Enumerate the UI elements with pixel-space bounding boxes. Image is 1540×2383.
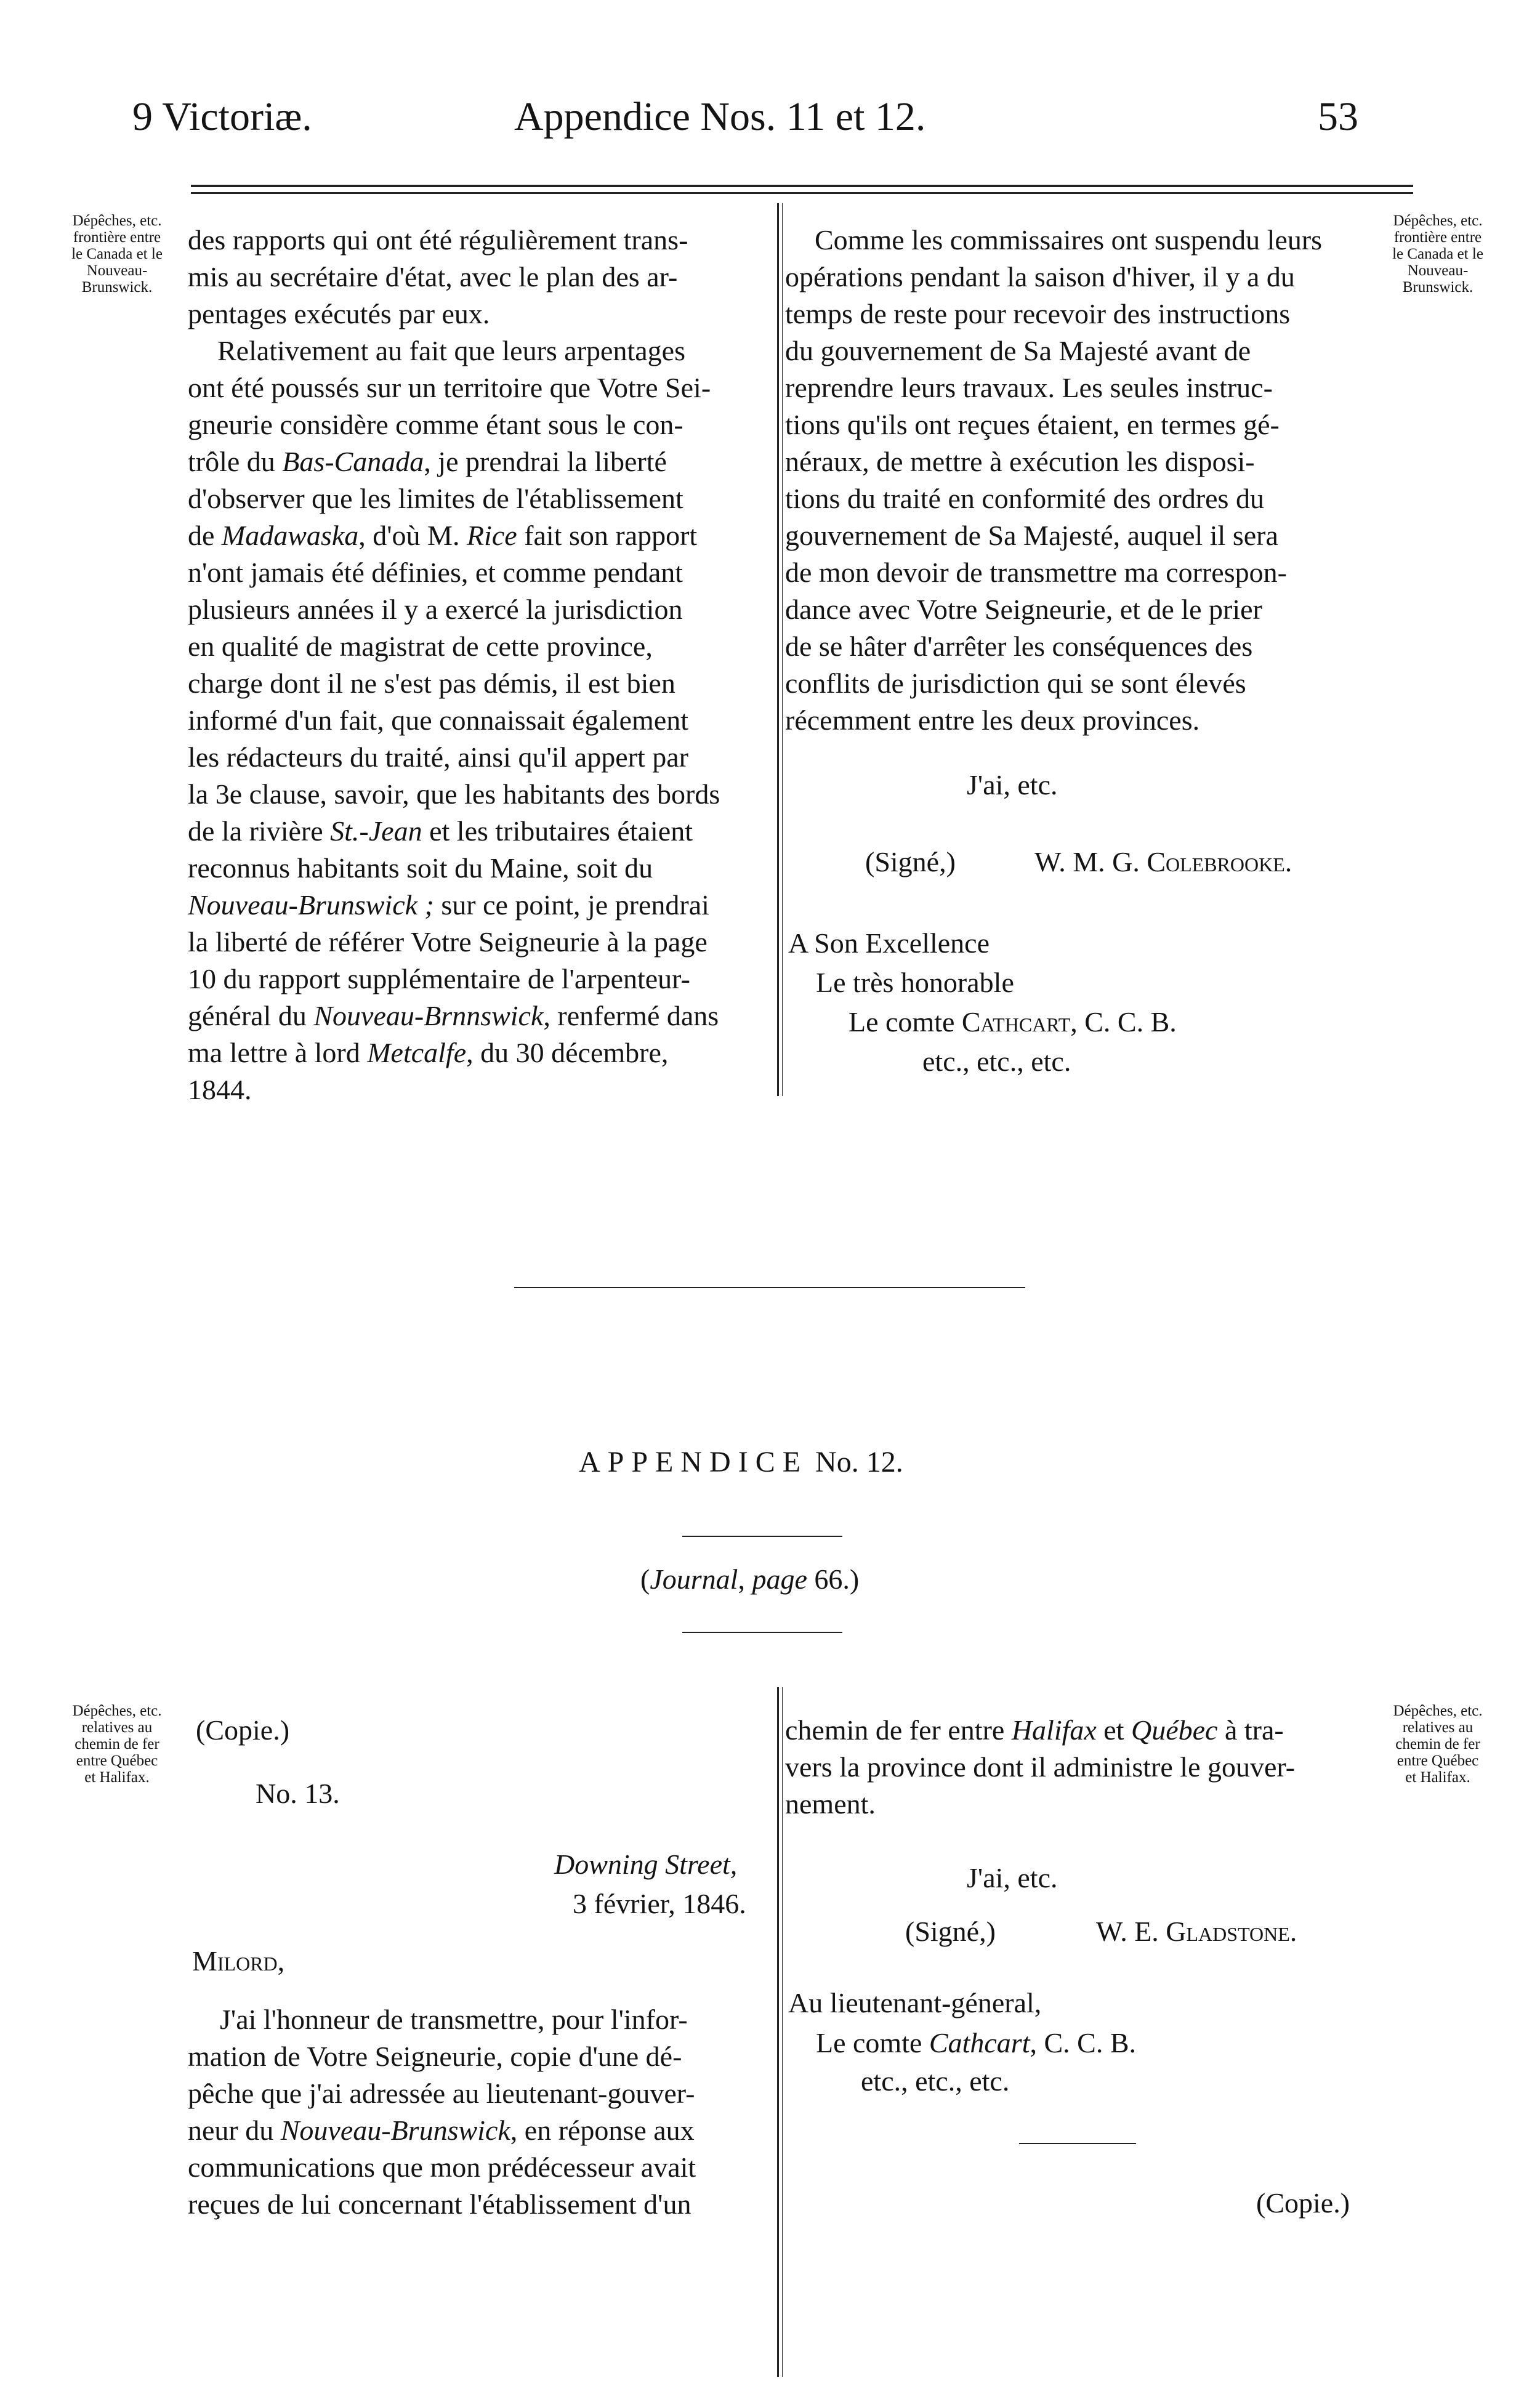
note-line: entre Québec — [1397, 1752, 1479, 1769]
text-line: de mon devoir de transmettre ma correspon- — [785, 557, 1287, 588]
note-line: chemin de fer — [1395, 1736, 1480, 1752]
text-line: dance avec Votre Seigneurie, et de le prier — [785, 594, 1262, 625]
text-line: Relativement au fait que leurs arpentages — [217, 335, 685, 366]
person-name: Metcalfe — [367, 1037, 467, 1068]
side-note-bottom-left — [43, 1703, 191, 1786]
note-line: frontière entre — [73, 229, 161, 246]
header-rule-bottom — [191, 192, 1413, 194]
text-span: et — [1096, 1714, 1131, 1746]
note-line: Dépêches, etc. — [72, 212, 162, 229]
note-line: Brunswick. — [1402, 279, 1473, 296]
signer-name: W. M. G. Colebrooke. — [1034, 846, 1292, 877]
place-name: Halifax — [1011, 1714, 1097, 1746]
text-span: , renfermé dans — [543, 1000, 719, 1031]
text-line: les rédacteurs du traité, ainsi qu'il appert par — [188, 741, 688, 773]
text-line: mation de Votre Seigneurie, copie d'une dé- — [188, 2041, 682, 2072]
place-name: Nouveau-Brnnswick — [313, 1000, 544, 1031]
place-name: Bas-Canada — [282, 446, 424, 477]
appendix-number: No. 12. — [815, 1446, 903, 1478]
text-line: reprendre leurs travaux. Les seules instruc- — [785, 372, 1273, 403]
place-name: Nouveau-Brunswick — [280, 2115, 510, 2146]
note-line: chemin de fer — [75, 1736, 159, 1752]
text-line — [188, 887, 760, 924]
text-span: et les tributaires étaient — [422, 815, 693, 847]
dispatch-place — [554, 1846, 737, 1883]
text-span: neur du — [188, 2115, 281, 2146]
text-line: des rapports qui ont été régulièrement trans- — [188, 224, 688, 256]
text-line: temps de reste pour recevoir des instructions — [785, 298, 1291, 329]
signed-label: (Signé,) — [905, 1916, 996, 1947]
text-line: mis au secrétaire d'état, avec le plan des ar- — [188, 261, 678, 292]
closing: J'ai, etc. — [967, 769, 1058, 800]
page-word: page — [752, 1563, 807, 1595]
text-line: en qualité de magistrat de cette province, — [188, 631, 653, 662]
title-rule — [682, 1632, 842, 1633]
text-line: néraux, de mettre à exécution les disposi- — [785, 446, 1255, 477]
section-rule — [514, 1287, 1025, 1288]
text-line: pêche que j'ai adressée au lieutenant-gouver- — [188, 2078, 695, 2109]
title-rule — [682, 1536, 842, 1537]
top-left-column — [188, 222, 760, 1108]
text-line — [188, 2112, 767, 2149]
copie-label: (Copie.) — [196, 1714, 290, 1746]
side-note-top-right — [1364, 212, 1512, 296]
text-span: à tra- — [1217, 1714, 1284, 1746]
text-span: fait son rapport — [517, 520, 698, 551]
person-name: Cathcart — [961, 1006, 1071, 1038]
copie-label: (Copie.) — [1256, 2187, 1350, 2219]
addressee-line: A Son Excellence — [788, 927, 990, 959]
text-line: gouvernement de Sa Majesté, auquel il sera — [785, 520, 1278, 551]
text-line: gneurie considère comme étant sous le con- — [188, 409, 683, 440]
text-line: plusieurs années il y a exercé la jurisdiction — [188, 594, 683, 625]
text-span: , d'où M. — [358, 520, 467, 551]
bottom-right-column — [785, 1712, 1364, 1823]
note-line: Brunswick. — [81, 279, 153, 296]
text-line — [188, 1034, 760, 1071]
text-span: , en réponse aux — [510, 2115, 695, 2146]
note-line: relatives au — [81, 1719, 153, 1736]
closing: J'ai, etc. — [967, 1862, 1058, 1893]
addressee-tail: etc., etc., etc. — [861, 2065, 1010, 2097]
person-name: Cathcart — [929, 2027, 1030, 2058]
text-line: communications que mon prédécesseur avait — [188, 2151, 696, 2183]
text-line — [188, 517, 760, 554]
text-line: la 3e clause, savoir, que les habitants des bords — [188, 778, 720, 810]
dispatch-date: 3 février, 1846. — [573, 1888, 746, 1919]
text-line: récemment entre les deux provinces. — [785, 704, 1200, 736]
text-span: , je prendrai la liberté — [424, 446, 667, 477]
page-number: 53 — [1318, 94, 1358, 139]
text-line: opérations pendant la saison d'hiver, il y a du — [785, 261, 1295, 292]
text-span: , C. C. B. — [1070, 1006, 1177, 1038]
column-divider — [782, 203, 783, 1096]
text-span: ma lettre à lord — [188, 1037, 368, 1068]
text-span: Le comte — [849, 1006, 962, 1038]
short-rule — [1019, 2143, 1136, 2144]
appendix-title — [579, 1444, 903, 1481]
top-right-column — [785, 222, 1358, 739]
place-name: Downing Street, — [554, 1849, 738, 1880]
addressee-line: Le très honorable — [816, 967, 1014, 998]
text-line — [188, 813, 760, 850]
note-line: Dépêches, etc. — [72, 1703, 162, 1719]
addressee-tail: etc., etc., etc. — [922, 1046, 1071, 1077]
person-name: Rice — [466, 520, 517, 551]
text-line: ont été poussés sur un territoire que Votre Sei- — [188, 372, 711, 403]
text-span: 66.) — [807, 1563, 860, 1595]
note-line: le Canada et le — [1392, 246, 1483, 262]
text-line: tions du traité en conformité des ordres du — [785, 483, 1264, 514]
text-line: J'ai l'honneur de transmettre, pour l'infor- — [220, 2004, 688, 2035]
text-line: de se hâter d'arrêter les conséquences des — [785, 631, 1253, 662]
note-line: Nouveau- — [86, 262, 148, 279]
signed-label: (Signé,) — [865, 846, 956, 877]
text-span: ( — [640, 1563, 650, 1595]
column-divider — [782, 1687, 783, 2377]
text-line: n'ont jamais été définies, et comme pendant — [188, 557, 683, 588]
text-span: chemin de fer entre — [785, 1714, 1012, 1746]
header-center: Appendice Nos. 11 et 12. — [514, 94, 926, 139]
text-span: , C. C. B. — [1030, 2027, 1137, 2058]
addressee-line: Au lieutenant-géneral, — [788, 1987, 1042, 2018]
text-line: pentages exécutés par eux. — [188, 298, 490, 329]
column-divider — [777, 1687, 779, 2377]
text-line: informé d'un fait, que connaissait également — [188, 704, 689, 736]
text-line: reconnus habitants soit du Maine, soit du — [188, 852, 653, 884]
signer-name: W. E. Gladstone. — [1096, 1916, 1297, 1947]
text-line: charge dont il ne s'est pas démis, il est bien — [188, 667, 675, 699]
text-line: tions qu'ils ont reçues étaient, en termes gé- — [785, 409, 1280, 440]
note-line: le Canada et le — [71, 246, 163, 262]
journal-reference — [640, 1561, 859, 1598]
note-line: et Halifax. — [1405, 1769, 1470, 1786]
text-span: de — [188, 520, 222, 551]
dispatch-number: No. 13. — [256, 1778, 340, 1809]
text-line — [188, 998, 760, 1034]
text-span: , — [738, 1563, 752, 1595]
column-divider — [777, 203, 779, 1096]
note-line: Dépêches, etc. — [1393, 212, 1483, 229]
text-span: général du — [188, 1000, 314, 1031]
text-span: sur ce point, je prendrai — [433, 889, 709, 921]
addressee-name — [849, 1004, 1177, 1041]
text-line: 10 du rapport supplémentaire de l'arpenteur- — [188, 963, 690, 994]
side-note-top-left — [43, 212, 191, 296]
place-name: Québec — [1131, 1714, 1218, 1746]
place-name: St.-Jean — [330, 815, 422, 847]
salutation: Milord, — [192, 1945, 285, 1977]
text-line: la liberté de référer Votre Seigneurie à la page — [188, 926, 708, 958]
addressee-name — [816, 2025, 1136, 2062]
header-rule-top — [191, 185, 1413, 187]
text-line: conflits de jurisdiction qui se sont élevés — [785, 667, 1246, 699]
text-line: d'observer que les limites de l'établissement — [188, 483, 683, 514]
journal-word: Journal — [650, 1563, 738, 1595]
note-line: entre Québec — [76, 1752, 158, 1769]
text-line — [785, 1712, 1364, 1749]
text-line: vers la province dont il administre le gouver- — [785, 1751, 1296, 1783]
text-span: Le comte — [816, 2027, 929, 2058]
note-line: frontière entre — [1393, 229, 1482, 246]
text-line: nement. — [785, 1788, 876, 1820]
text-line: Comme les commissaires ont suspendu leurs — [815, 224, 1323, 256]
text-span: de la rivière — [188, 815, 331, 847]
text-line — [188, 443, 760, 480]
text-line: 1844. — [188, 1074, 252, 1105]
text-line: du gouvernement de Sa Majesté avant de — [785, 335, 1251, 366]
text-span: trôle du — [188, 446, 283, 477]
text-span: , du 30 décembre, — [466, 1037, 669, 1068]
bottom-left-column — [188, 2001, 767, 2223]
appendix-label: APPENDICE — [579, 1446, 808, 1478]
header-left: 9 Victoriæ. — [132, 94, 312, 139]
side-note-bottom-right — [1364, 1703, 1512, 1786]
note-line: relatives au — [1402, 1719, 1473, 1736]
note-line: Dépêches, etc. — [1393, 1703, 1483, 1719]
place-name: Madawaska — [221, 520, 359, 551]
note-line: et Halifax. — [84, 1769, 150, 1786]
text-line: reçues de lui concernant l'établissement d'un — [188, 2188, 691, 2220]
place-name: Nouveau-Brunswick ; — [188, 889, 434, 921]
note-line: Nouveau- — [1407, 262, 1469, 279]
